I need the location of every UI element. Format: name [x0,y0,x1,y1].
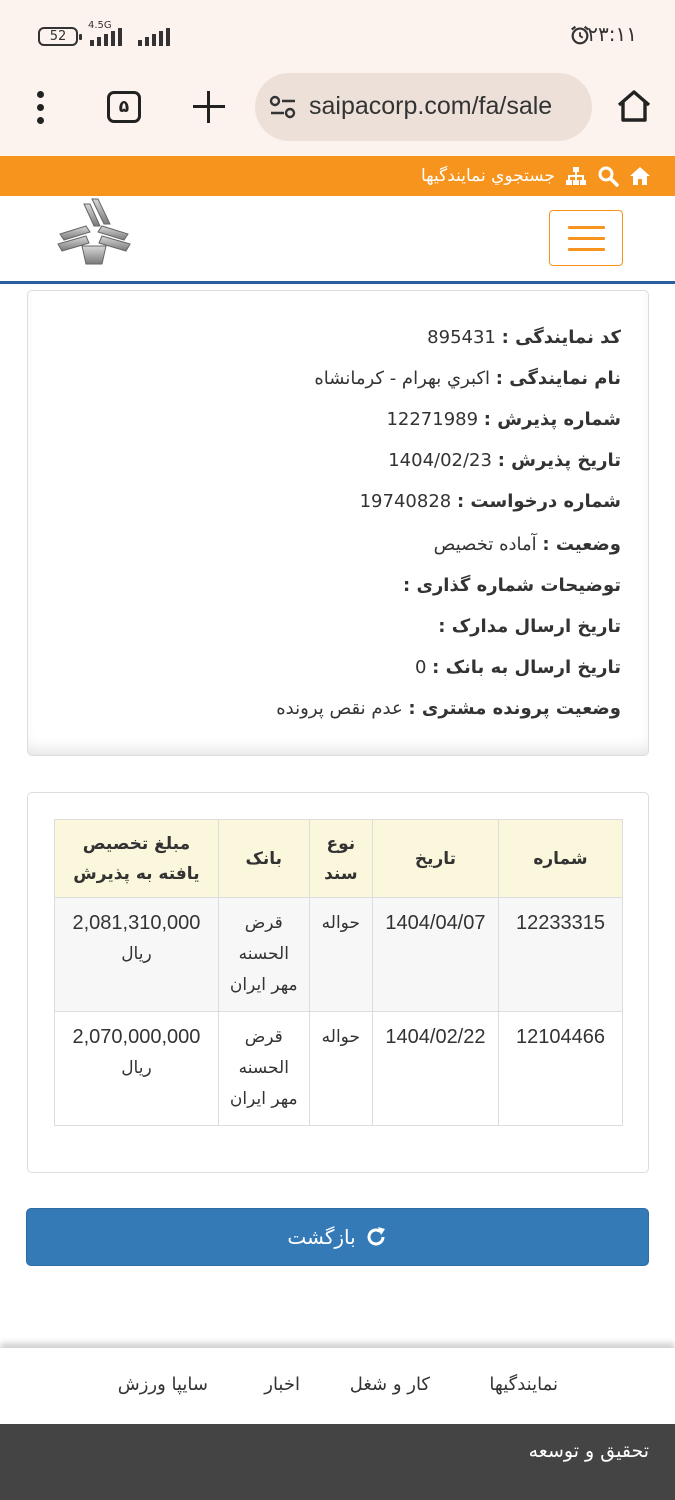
info-row: وضعیت : آماده تخصیص [433,534,621,555]
network-type: 4.5G [88,20,112,31]
cell-doc-type: حواله [309,898,372,1012]
table-row [55,898,623,1012]
info-row: شماره پذیرش : 12271989 [386,409,621,430]
column-header-date: تاریخ [372,820,498,898]
home-icon[interactable] [614,86,654,126]
site-settings-icon[interactable] [269,95,297,119]
column-header-amount: مبلغ تخصیص یافته به پذیرش [55,820,219,898]
allocations-panel [27,792,649,1173]
footer-link-agencies[interactable]: نمایندگیها [489,1374,558,1395]
info-row: شماره درخواست : 19740828 [359,491,621,512]
footer-link-jobs[interactable]: کار و شغل [349,1374,430,1395]
info-row: تاریخ ارسال مدارک : [438,616,621,637]
info-row: تاریخ ارسال به بانک : 0 [414,657,621,678]
amount-currency: ريال [121,944,152,964]
footer-links [0,1348,675,1424]
footer-section-title[interactable]: تحقیق و توسعه [528,1440,649,1462]
cell-number: 12233315 [498,898,622,1012]
cell-date: 1404/02/22 [372,1012,498,1126]
cell-date: 1404/04/07 [372,898,498,1012]
battery-level: 52 [49,29,67,44]
menu-dots-icon[interactable] [26,88,56,128]
info-row: تاریخ پذیرش : 1404/02/23 [388,450,621,471]
url-text: saipacorp.com/fa/sale [309,92,553,120]
battery-icon [38,27,78,46]
back-button[interactable] [26,1208,649,1266]
cell-number: 12104466 [498,1012,622,1126]
amount-currency: ريال [121,1058,152,1078]
signal-icon [138,26,178,46]
saipa-logo[interactable] [52,196,136,270]
sitemap-icon[interactable] [565,165,587,187]
search-agencies-link[interactable]: جستجوي نمايندگيها [420,166,555,186]
cell-amount [55,898,219,1012]
hamburger-menu-button[interactable] [549,210,623,266]
address-bar[interactable] [255,73,592,141]
info-row: کد نمایندگی : 895431 [427,327,621,348]
cell-bank: قرض الحسنه مهر ایران [218,1012,309,1126]
back-button-label: بازگشت [287,1225,356,1249]
column-header-doc-type: نوع سند [309,820,372,898]
status-bar [0,0,675,70]
amount-value: 2,081,310,000 [72,912,201,934]
search-icon[interactable] [597,165,619,187]
footer-link-saipa-sport[interactable]: سایپا ورزش [117,1374,208,1395]
agency-info-panel [27,290,649,756]
tab-switcher-button[interactable]: ۵ [107,91,141,123]
refresh-icon [364,1225,388,1249]
browser-toolbar [0,70,675,156]
home-icon[interactable] [629,165,651,187]
info-row: وضعیت پرونده مشتری : عدم نقص پرونده [276,698,621,719]
info-row: توضیحات شماره گذاری : [402,575,621,596]
top-nav-bar [0,156,675,196]
allocations-table [54,819,623,1126]
cell-amount [55,1012,219,1126]
footer-link-news[interactable]: اخبار [264,1374,300,1395]
site-header [0,196,675,284]
column-header-bank: بانک [218,820,309,898]
table-row [55,1012,623,1126]
new-tab-button[interactable] [190,88,228,126]
footer-section [0,1424,675,1500]
amount-value: 2,070,000,000 [72,1026,201,1048]
cell-doc-type: حواله [309,1012,372,1126]
cell-bank: قرض الحسنه مهر ایران [218,898,309,1012]
column-header-number: شماره [498,820,622,898]
signal-icon [90,26,130,46]
clock: ۲۳:۱۱ [587,22,637,46]
info-row: نام نمایندگی : اكبري بهرام - كرمانشاه [314,368,621,389]
